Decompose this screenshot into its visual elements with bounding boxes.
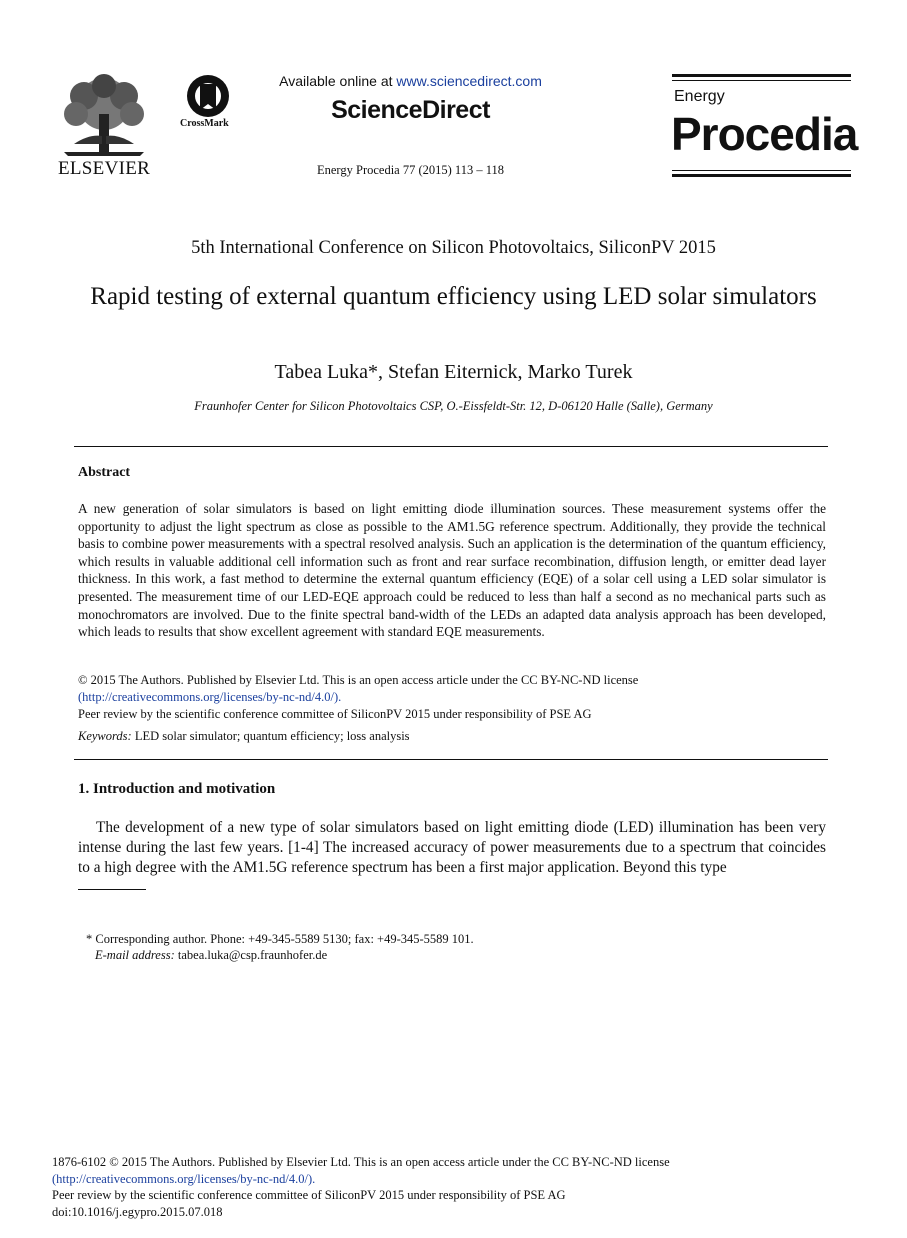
sciencedirect-link[interactable]: www.sciencedirect.com (396, 73, 542, 89)
journal-citation: Energy Procedia 77 (2015) 113 – 118 (317, 163, 504, 177)
section-heading: 1. Introduction and motivation (78, 781, 276, 797)
imprint-peer-review: Peer review by the scientific conference committee of SiliconPV 2015 under responsibility of PSE AG (52, 1188, 566, 1202)
abstract-heading: Abstract (78, 465, 131, 480)
logo-rule-bottom-2 (672, 174, 851, 177)
paper-title: Rapid testing of external quantum efficiency using LED solar simulators (90, 283, 817, 310)
keywords-list: LED solar simulator; quantum efficiency; loss analysis (131, 729, 410, 743)
logo-rule-top-2 (672, 80, 851, 81)
author-list: Tabea Luka*, Stefan Eiternick, Marko Turek (274, 361, 633, 383)
logo-rule-bottom-1 (672, 170, 851, 171)
keywords-line (78, 729, 826, 744)
divider-bottom (74, 759, 828, 760)
peer-review-line: Peer review by the scientific conference committee of SiliconPV 2015 under responsibility of PSE AG (78, 707, 592, 721)
email-label: E-mail address: (95, 947, 175, 962)
page-imprint (52, 1154, 852, 1220)
journal-name-energy: Energy (674, 88, 725, 105)
sciencedirect-wordmark: ScienceDirect (331, 96, 490, 124)
journal-name-procedia: Procedia (671, 108, 858, 160)
available-online-line (268, 73, 553, 89)
author-affiliation: Fraunhofer Center for Silicon Photovoltaics CSP, O.-Eissfeldt-Str. 12, D-06120 Halle (Salle), Germany (194, 399, 713, 413)
elsevier-wordmark: ELSEVIER (58, 158, 151, 179)
license-notice (78, 672, 826, 723)
footnote-rule (78, 889, 146, 890)
imprint-license-link[interactable]: (http://creativecommons.org/licenses/by-nc-nd/4.0/). (52, 1171, 316, 1186)
conference-name: 5th International Conference on Silicon Photovoltaics, SiliconPV 2015 (191, 238, 716, 258)
footnote-contact: * Corresponding author. Phone: +49-345-5589 5130; fax: +49-345-5589 101. (86, 932, 474, 946)
license-link[interactable]: (http://creativecommons.org/licenses/by-nc-nd/4.0/). (78, 690, 342, 704)
abstract-body: A new generation of solar simulators is based on light emitting diode illumination sources. These measurement systems offer the opportunity to adjust the light spectrum as close as possible to the AM1.5G reference spectrum. Additionally, they provide the technical basis to combine power measurements with a spectral resolved analysis. Such an application is the determination of the quantum efficiency, which results in valuable additional cell information such as front and rear surface recombination, diffusion length, or emitter dead layer thickness. In this work, a fast method to determine the external quantum efficiency (EQE) of a solar cell using a LED solar simulator is presented. The measurement time of our LED-EQE approach could be reduced to less than half a second as no mechanical parts such as monochromators are involved. Due to the finite spectral band-width of the LEDs an adapted data analysis approach has been developed, which leads to results that show excellent agreement with standard EQE measurements. (78, 501, 826, 640)
crossmark-label: CrossMark (180, 118, 229, 129)
imprint-doi[interactable]: doi:10.1016/j.egypro.2015.07.018 (52, 1204, 223, 1219)
license-line: © 2015 The Authors. Published by Elsevier Ltd. This is an open access article under the CC BY-NC-ND license (78, 673, 639, 687)
email-address[interactable]: tabea.luka@csp.fraunhofer.de (174, 947, 328, 962)
corresponding-author-footnote (86, 932, 826, 963)
divider-top (74, 446, 828, 447)
logo-rule-top-1 (672, 74, 851, 77)
keywords-label: Keywords: (78, 729, 132, 743)
imprint-issn-license: 1876-6102 © 2015 The Authors. Published by Elsevier Ltd. This is an open access article under the CC BY-NC-ND license (52, 1155, 670, 1169)
section-body: The development of a new type of solar simulators based on light emitting diode (LED) illumination has been very intense during the last few years. [1-4] The increased accuracy of power measurements due to a spectrum that coincides to a high degree with the AM1.5G reference spectrum has been a first major application. Beyond this type (78, 819, 826, 876)
available-prefix: Available online at (279, 73, 397, 89)
